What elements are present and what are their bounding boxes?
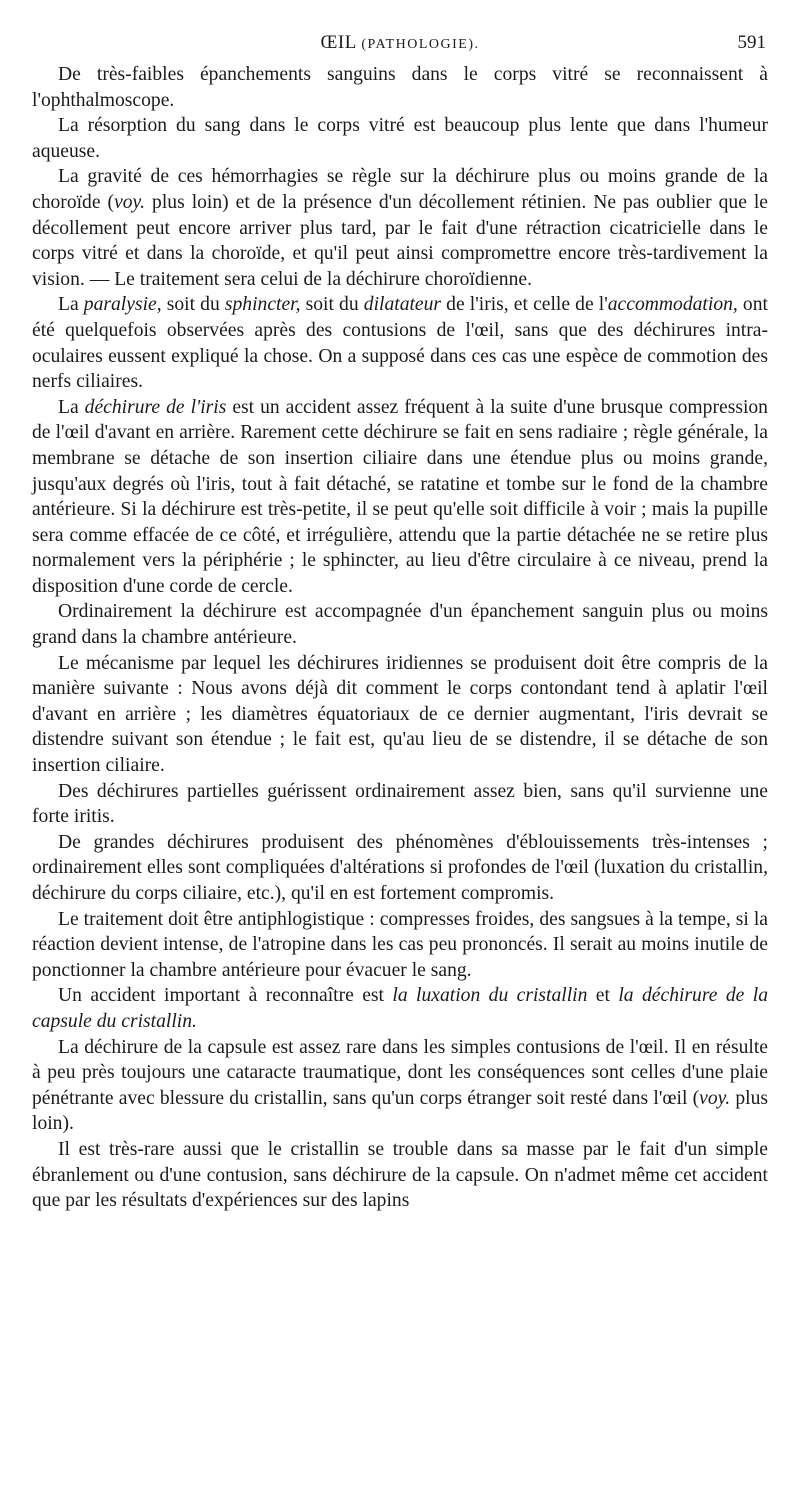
paragraph-ophthalmoscope — [32, 62, 768, 113]
paragraph-mechanism — [32, 651, 768, 779]
paragraph-text-segment: ont été quelquefois observées après des contusions de l'œil, sans que des déchirures intra-oculaires eussent expliqué la chose. On a supposé dans ces cas une espèce de commotion des nerfs ciliaires. — [32, 294, 768, 393]
paragraph-treatment — [32, 907, 768, 984]
paragraph-partial-tears — [32, 779, 768, 830]
paragraph-text: De grandes déchirures produisent des phénomènes d'éblouissements très-intenses ; ordinairement elles sont compliquées d'altérations si profondes de l'œil (luxation du cristallin, déchirure du corps ciliaire, etc.), qu'il en est fortement compromis. — [32, 831, 768, 904]
page-number: 591 — [737, 32, 766, 53]
italic-reference: voy. — [114, 191, 146, 213]
paragraph-lens-accident — [32, 983, 768, 1034]
paragraph-resorption — [32, 113, 768, 164]
paragraph-lens-opacity — [32, 1137, 768, 1214]
paragraph-text-segment: et — [587, 985, 619, 1007]
italic-term: paralysie, — [83, 294, 162, 316]
italic-term: accommodation, — [607, 294, 738, 316]
paragraph-text: La résorption du sang dans le corps vitré est beaucoup plus lente que dans l'humeur aqueuse. — [32, 115, 768, 162]
paragraph-text-segment: plus loin). — [32, 1087, 768, 1135]
italic-reference: voy. — [699, 1087, 731, 1109]
paragraph-text: Le traitement doit être antiphlogistique : compresses froides, des sangsues à la tempe, si la réaction devient intense, de l'atropine dans les cas peu prononcés. Il serait au moins inutile de ponctionner la chambre antérieure pour évacuer le sang. — [32, 908, 768, 981]
running-title — [32, 32, 768, 54]
paragraph-text: Le mécanisme par lequel les déchirures iridiennes se produisent doit être compris de la manière suivante : Nous avons déjà dit comment le corps contondant tend à aplatir l'œil d'avant en arrière ; les diamètres équatoriaux de ce dernier augmentant, l'iris devrait se distendre suivant son étendue ; le fait est, qu'au lieu de se distendre, il se détache de son insertion ciliaire. — [32, 652, 768, 777]
paragraph-text-segment: est un accident assez fréquent à la suite d'une brusque compression de l'œil d'avant en arrière. Rarement cette déchirure se fait en sens radiaire ; règle générale, la membrane se détache de son insertion ciliaire dans une étendue plus ou moins grande, jusqu'aux degrés où l'iris, tout à fait détaché, se ratatine et tombe sur le fond de la chambre antérieure. Si la déchirure est très-petite, il se peut qu'elle soit difficile à voir ; mais la pupille sera comme effacée de ce côté, et irrégulière, attendu que la partie détachée ne se retire plus normalement vers la périphérie ; le sphincter, au lieu d'être circulaire à ce niveau, prend la disposition d'une corde de cercle. — [32, 396, 768, 597]
body-text — [32, 62, 768, 1214]
italic-term: dilatateur — [363, 294, 442, 316]
paragraph-text-segment: La gravité de ces hémorrhagies se règle sur la déchirure plus ou moins grande de la choroïde ( — [32, 166, 768, 213]
paragraph-text-segment: La déchirure de la capsule est assez rare dans les simples contusions de l'œil. Il en résulte à peu près toujours une cataracte traumatique, dont les conséquences sont celles d'une plaie pénétrante avec blessure du cristallin, sans qu'un corps étranger soit resté dans l'œil ( — [32, 1036, 768, 1109]
paragraph-iris-tear — [32, 395, 768, 600]
paragraph-capsule-tear — [32, 1035, 768, 1137]
paragraph-text-segment: soit du — [161, 294, 225, 316]
paragraph-text-segment: Un accident important à reconnaître est — [58, 985, 393, 1007]
paragraph-text-segment: soit du — [300, 294, 364, 316]
italic-term: la déchirure de la capsule du cristallin. — [32, 985, 768, 1032]
paragraph-effusion — [32, 599, 768, 650]
paragraph-hemorrhage-gravity — [32, 164, 768, 292]
paragraph-text-segment: La — [58, 294, 84, 316]
paragraph-text: Ordinairement la déchirure est accompagnée d'un épanchement sanguin plus ou moins grand dans la chambre antérieure. — [32, 601, 768, 649]
running-title-main: ŒIL — [320, 32, 357, 53]
paragraph-text-segment: plus loin) et de la présence d'un décollement rétinien. Ne pas oublier que le décollement peut encore arriver plus tard, par le fait d'une rétraction cicatricielle dans le corps vitré et dans la choroïde, et qu'il peut ainsi compromettre encore très-tardivement la vision. — Le traitement sera celui de la déchirure choroïdienne. — [32, 191, 769, 290]
running-head — [32, 28, 768, 62]
paragraph-large-tears — [32, 830, 768, 907]
italic-term: déchirure de l'iris — [84, 396, 227, 418]
paragraph-text: Il est très-rare aussi que le cristallin se trouble dans sa masse par le fait d'un simple ébranlement ou d'une contusion, sans déchirure de la capsule. On n'admet même cet accident que par les résultats d'expériences sur des lapins — [32, 1138, 768, 1212]
paragraph-text: Des déchirures partielles guérissent ordinairement assez bien, sans qu'il survienne une forte iritis. — [32, 780, 768, 828]
paragraph-paralysis — [32, 292, 768, 394]
running-title-subtitle: (PATHOLOGIE). — [361, 37, 480, 52]
paragraph-text: De très-faibles épanchements sanguins dans le corps vitré se reconnaissent à l'ophthalmoscope. — [32, 64, 768, 111]
italic-term: la luxation du cristallin — [392, 985, 588, 1007]
page — [32, 28, 768, 1214]
paragraph-text-segment: La — [58, 396, 85, 418]
paragraph-text-segment: de l'iris, et celle de l' — [441, 294, 608, 316]
italic-term: sphincter, — [224, 294, 301, 316]
